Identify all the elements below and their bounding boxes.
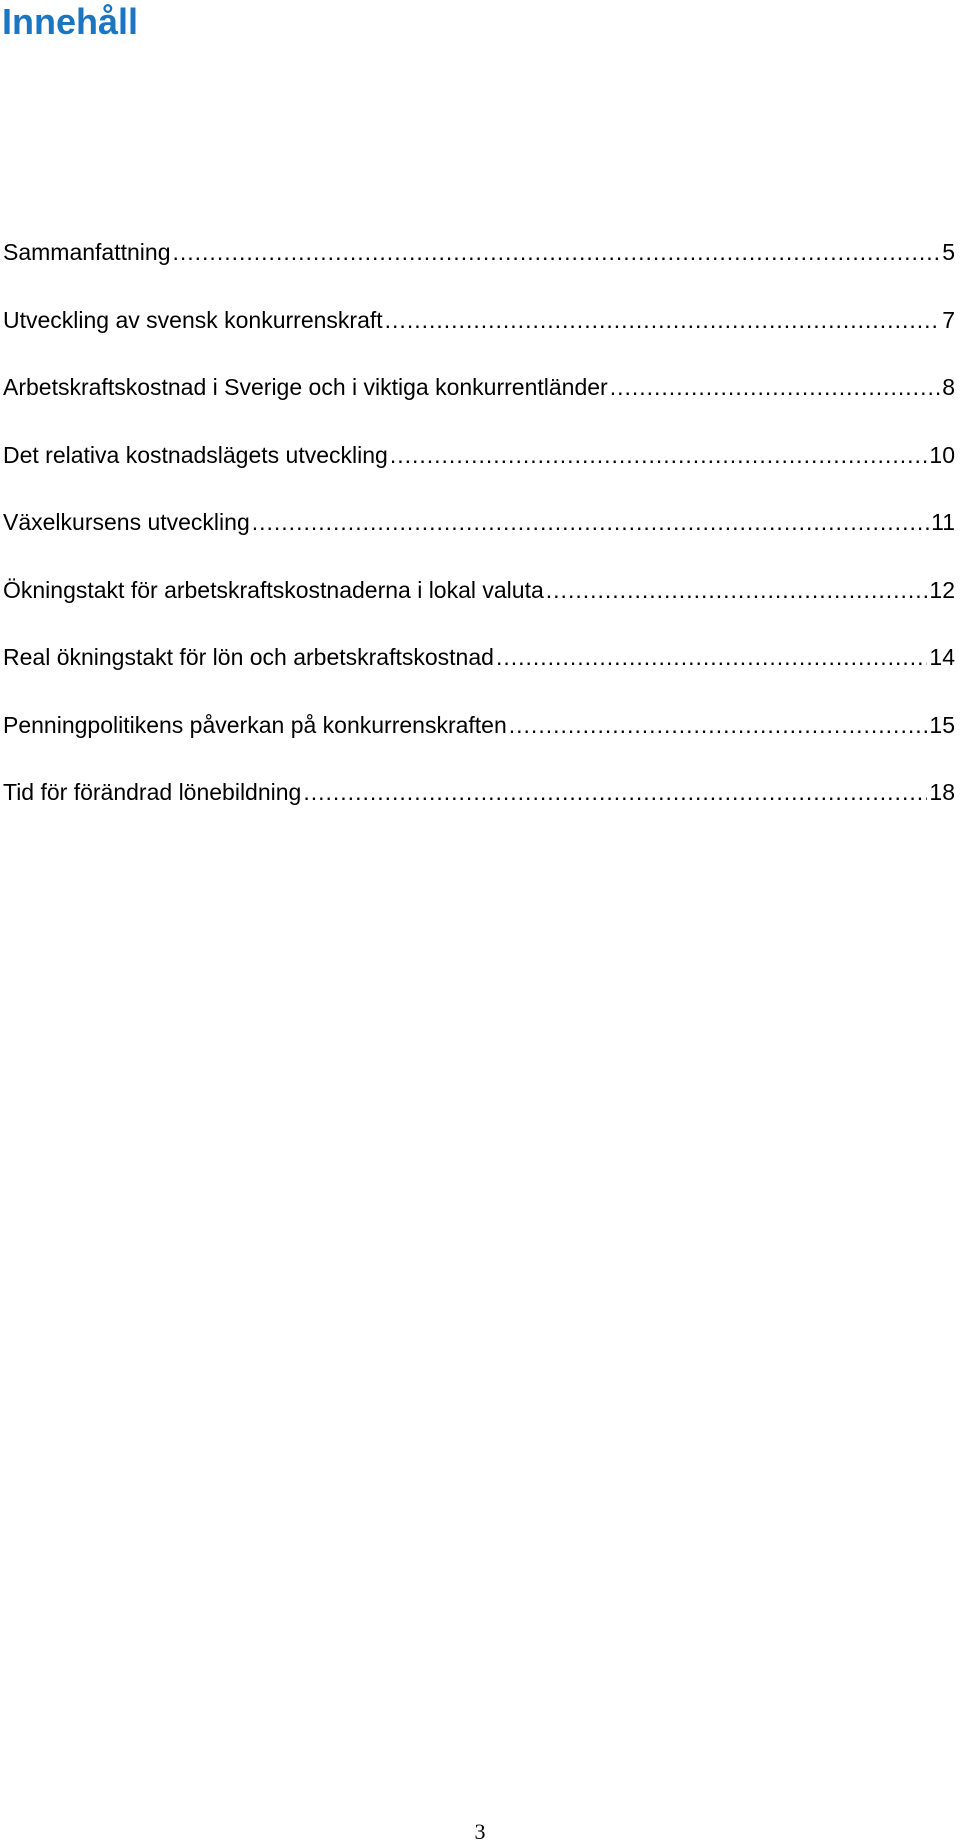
toc-entry[interactable] (3, 306, 955, 374)
toc-entry-page: 15 (929, 711, 955, 738)
toc-entry-title: Växelkursens utveckling (3, 509, 250, 535)
toc-dot-leader (303, 778, 927, 806)
toc-entry-title: Penningpolitikens påverkan på konkurrenskraften (3, 711, 507, 738)
toc-entry-title: Det relativa kostnadslägets utveckling (3, 441, 388, 468)
toc-entry[interactable] (3, 711, 955, 779)
toc-entry-page: 18 (929, 779, 955, 805)
toc-entry-page: 8 (942, 374, 955, 400)
toc-entry-title: Tid för förändrad lönebildning (3, 779, 302, 805)
table-of-contents (3, 238, 955, 846)
toc-dot-leader (610, 373, 941, 401)
toc-entry[interactable] (3, 576, 955, 644)
toc-dot-leader (509, 711, 928, 739)
toc-entry-page: 10 (929, 441, 955, 468)
toc-entry-page: 12 (929, 576, 955, 603)
toc-entry-title: Utveckling av svensk konkurrenskraft (3, 306, 383, 333)
toc-entry-page: 11 (931, 509, 955, 535)
toc-entry-title: Ökningstakt för arbetskraftskostnaderna i lokal valuta (3, 576, 544, 603)
toc-dot-leader (172, 238, 940, 266)
toc-entry-page: 14 (929, 644, 955, 670)
toc-dot-leader (385, 306, 941, 334)
toc-entry[interactable] (3, 373, 955, 441)
toc-dot-leader (252, 508, 929, 536)
page-number: 3 (474, 1819, 486, 1844)
toc-entry[interactable] (3, 508, 955, 576)
toc-dot-leader (390, 441, 928, 469)
toc-dot-leader (496, 643, 927, 671)
toc-entry-page: 5 (942, 239, 955, 265)
page-title: Innehåll (2, 1, 139, 42)
toc-entry-title: Sammanfattning (3, 239, 171, 265)
toc-entry[interactable] (3, 778, 955, 846)
toc-entry[interactable] (3, 441, 955, 509)
toc-entry-title: Real ökningstakt för lön och arbetskraftskostnad (3, 644, 494, 670)
toc-entry[interactable] (3, 238, 955, 306)
toc-entry-title: Arbetskraftskostnad i Sverige och i viktiga konkurrentländer (3, 374, 608, 400)
toc-dot-leader (546, 576, 928, 604)
toc-entry-page: 7 (942, 306, 955, 333)
toc-entry[interactable] (3, 643, 955, 711)
